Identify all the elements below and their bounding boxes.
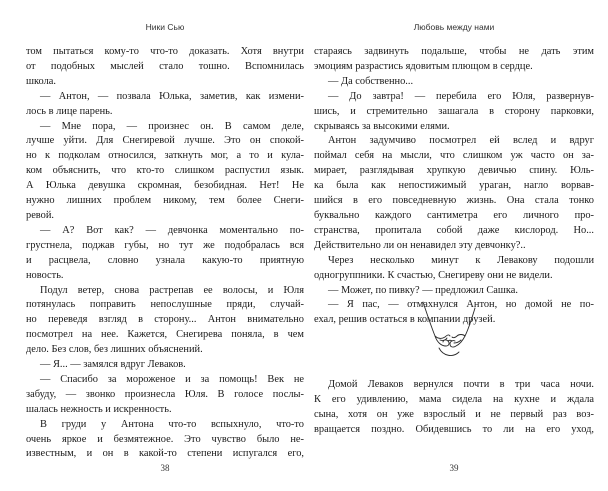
text-line: потянулась поправить непослушные пряди, случай-	[26, 299, 304, 311]
text-line: сына, хотя он уже взрослый и не первый раз воз-	[314, 408, 594, 420]
text-line: посмотрел на нее. Кажется, Снегирева поняла, в чем	[26, 329, 304, 341]
text-line: Домой Леваков вернулся почти в три часа ночи.	[328, 379, 594, 390]
text-line: но к подколам относился, заткнуть мог, а то и кула-	[26, 150, 304, 162]
text-line: лось в лице парень.	[26, 105, 113, 117]
text-line: стараясь задвинуть подальше, чтобы не дать этим	[314, 46, 594, 57]
right-body-text-bottom	[314, 378, 594, 438]
left-page	[26, 0, 304, 491]
text-line: — Антон, — позвала Юлька, заметив, как измени-	[40, 90, 304, 102]
page-number-left: 38	[160, 463, 170, 473]
text-line: мирает, разглядывая хрупкую девичью спину. Юль-	[314, 165, 594, 177]
text-line: и расцвела, словно узнала какую-то приятную	[26, 254, 304, 266]
text-line: В груди у Антона что-то вспыхнуло, что-то	[40, 418, 304, 430]
text-line: — Да собственно...	[328, 75, 414, 87]
text-line: очень яркое и безмятежное. Это чувство было не-	[26, 433, 304, 445]
text-line: — Может, по пивку? — предложил Сашка.	[328, 284, 518, 296]
text-line: Действительно ли он ненавидел эту девчонку?..	[314, 239, 526, 251]
running-head-title: Любовь между нами	[413, 22, 495, 32]
text-line: ревой.	[26, 209, 54, 221]
text-line: ком объяснить, что кто-то слишком распустил язык.	[26, 165, 304, 177]
right-page	[314, 0, 594, 491]
text-line: грустнела, поджав губы, но тут же подобралась вся	[26, 239, 304, 251]
text-line: шийся в его повседневную жизнь. Она стала тонко	[314, 195, 594, 207]
text-line: от подобных мыслей стало тошно. Вспомнилась	[26, 60, 304, 72]
text-line: Подул ветер, снова растрепав ее волосы, и Юля	[40, 284, 304, 296]
text-line: буквально каждого сантиметра его личного про-	[314, 209, 594, 221]
text-line: известным, и он в какой-то степени испугался его,	[26, 448, 304, 460]
left-body-text	[26, 45, 304, 462]
right-body-text-top	[314, 45, 594, 328]
text-line: А Юлька девушка скромная, безобидная. Нет! Не	[26, 180, 304, 192]
text-line: новость.	[26, 269, 64, 281]
text-line: ехал, решив остаться в компании друзей.	[314, 314, 496, 326]
text-line: шалась нежность и искренность.	[26, 403, 172, 415]
text-line: поймал себя на мысли, что слишком уж часто он за-	[314, 150, 594, 162]
text-line: — До завтра! — перебила его Юля, развернув-	[328, 90, 594, 102]
text-line: забуду, — звонко произнесла Юля. В голосе послы-	[26, 388, 304, 400]
text-line: К его удивлению, мама сидела на кухне и ждала	[314, 393, 594, 405]
text-line: но переведя взгляд в сторону... Антон внимательно	[26, 314, 304, 326]
text-line: — Спасибо за мороженое и за помощь! Век не	[40, 373, 304, 385]
text-line: нужно лишних проблем никому, тем более Снеги-	[26, 195, 304, 207]
text-line: Через несколько минут к Левакову подошли	[328, 254, 594, 266]
text-line: — Я пас, — отмахнулся Антон, но домой не по-	[328, 299, 594, 311]
page-number-right: 39	[449, 463, 459, 473]
text-line: вращается поздно. Обидевшись то ли на его уход,	[314, 423, 594, 435]
text-line: эмоциям разрастись ядовитым плющом в сердце.	[314, 60, 533, 72]
text-line: ка была как непостижимый ураган, нагло ворвав-	[314, 180, 594, 192]
text-line: лучше уйти. Для Снегиревой лучше. Это он спокой-	[26, 135, 304, 147]
text-line: дело. Без слов, без лишних объяснений.	[26, 344, 203, 356]
text-line: — А? Вот как? — девчонка моментально по-	[40, 224, 304, 236]
text-line: шись, и стремительно зашагала в сторону парковки,	[314, 105, 594, 117]
text-line: скрываясь за высокими елями.	[314, 120, 450, 132]
text-line: Антон задумчиво посмотрел ей вслед и вдруг	[328, 135, 594, 147]
holding-hands-ornament	[419, 300, 479, 362]
running-head-author: Ники Сью	[145, 22, 185, 32]
text-line: школа.	[26, 75, 56, 87]
text-line: том пытаться кому-то что-то доказать. Хотя внутри	[26, 46, 304, 57]
text-line: — Я... — замялся вдруг Леваков.	[40, 359, 186, 371]
text-line: странства, пропитала собой даже кислород. Но...	[314, 224, 594, 236]
text-line: одногруппники. К счастью, Снегиреву они не видели.	[314, 269, 553, 281]
text-line: — Мне пора, — произнес он. В самом деле,	[40, 120, 304, 132]
